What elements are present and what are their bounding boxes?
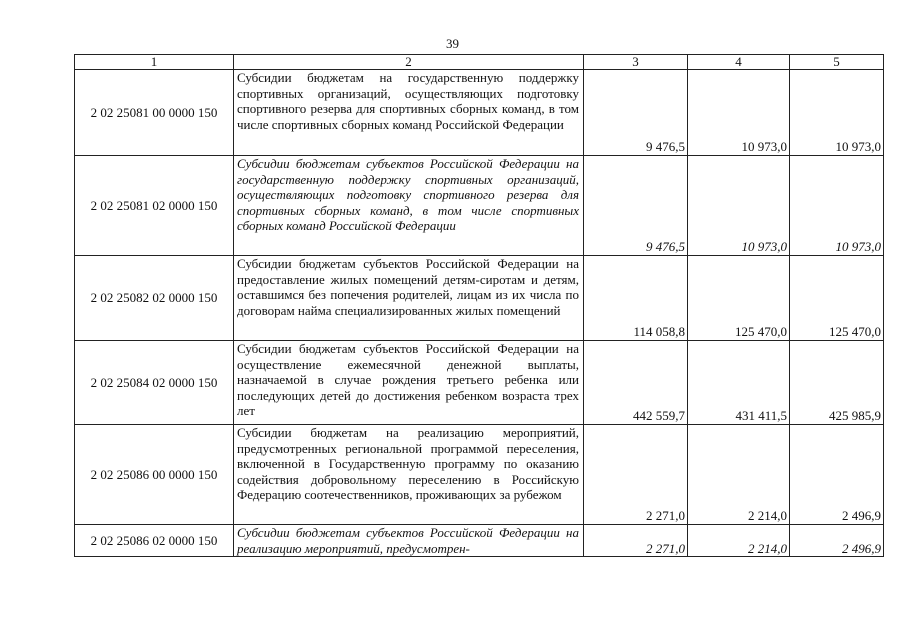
value-col-5: 125 470,0 [790,256,884,341]
value-col-5: 2 496,9 [790,525,884,557]
item-description: Субсидии бюджетам субъектов Российской Федерации на осуществление ежемесячной денежной выплаты, назначаемой в случае рождения третьего ребенка или последующих детей до достижения ребенком возраста трех лет [234,341,584,425]
column-header-3: 3 [584,55,688,70]
value-col-4: 125 470,0 [688,256,790,341]
header-row [75,55,884,70]
column-header-2: 2 [234,55,584,70]
budget-code: 2 02 25081 00 0000 150 [75,70,234,156]
table-row [75,256,884,341]
table-row [75,525,884,557]
value-col-5: 10 973,0 [790,70,884,156]
item-description: Субсидии бюджетам на реализацию мероприятий, предусмотренных региональной программой переселения, включенной в Государственную программу по оказанию содействия добровольному переселению в Российскую Федерацию соотечественников, проживающих за рубежом [234,425,584,525]
value-col-5: 10 973,0 [790,156,884,256]
value-col-4: 10 973,0 [688,70,790,156]
table-row [75,341,884,425]
value-col-3: 114 058,8 [584,256,688,341]
budget-code: 2 02 25082 02 0000 150 [75,256,234,341]
table-row [75,156,884,256]
item-description: Субсидии бюджетам субъектов Российской Федерации на реализацию мероприятий, предусмотрен- [234,525,584,557]
table-row [75,70,884,156]
value-col-3: 9 476,5 [584,156,688,256]
value-col-4: 2 214,0 [688,525,790,557]
budget-code: 2 02 25084 02 0000 150 [75,341,234,425]
table-row [75,425,884,525]
column-header-5: 5 [790,55,884,70]
value-col-4: 10 973,0 [688,156,790,256]
value-col-3: 2 271,0 [584,425,688,525]
budget-code: 2 02 25086 00 0000 150 [75,425,234,525]
item-description: Субсидии бюджетам субъектов Российской Федерации на предоставление жилых помещений детям-сиротам и детям, оставшимся без попечения родителей, лицам из их числа по договорам найма специализированных жилых помещений [234,256,584,341]
value-col-4: 2 214,0 [688,425,790,525]
value-col-5: 2 496,9 [790,425,884,525]
value-col-3: 2 271,0 [584,525,688,557]
value-col-4: 431 411,5 [688,341,790,425]
budget-code: 2 02 25086 02 0000 150 [75,525,234,557]
budget-code: 2 02 25081 02 0000 150 [75,156,234,256]
column-header-1: 1 [75,55,234,70]
item-description: Субсидии бюджетам на государственную поддержку спортивных организаций, осуществляющих подготовку спортивного резерва для спортивных сборных команд, в том числе спортивных сборных команд Российской Федерации [234,70,584,156]
value-col-5: 425 985,9 [790,341,884,425]
budget-table [74,54,884,557]
page-number: 39 [446,36,459,51]
value-col-3: 442 559,7 [584,341,688,425]
value-col-3: 9 476,5 [584,70,688,156]
item-description: Субсидии бюджетам субъектов Российской Федерации на государственную поддержку спортивных организаций, осуществляющих подготовку спортивного резерва для спортивных сборных команд, в том числе спортивных сборных команд Российской Федерации [234,156,584,256]
column-header-4: 4 [688,55,790,70]
